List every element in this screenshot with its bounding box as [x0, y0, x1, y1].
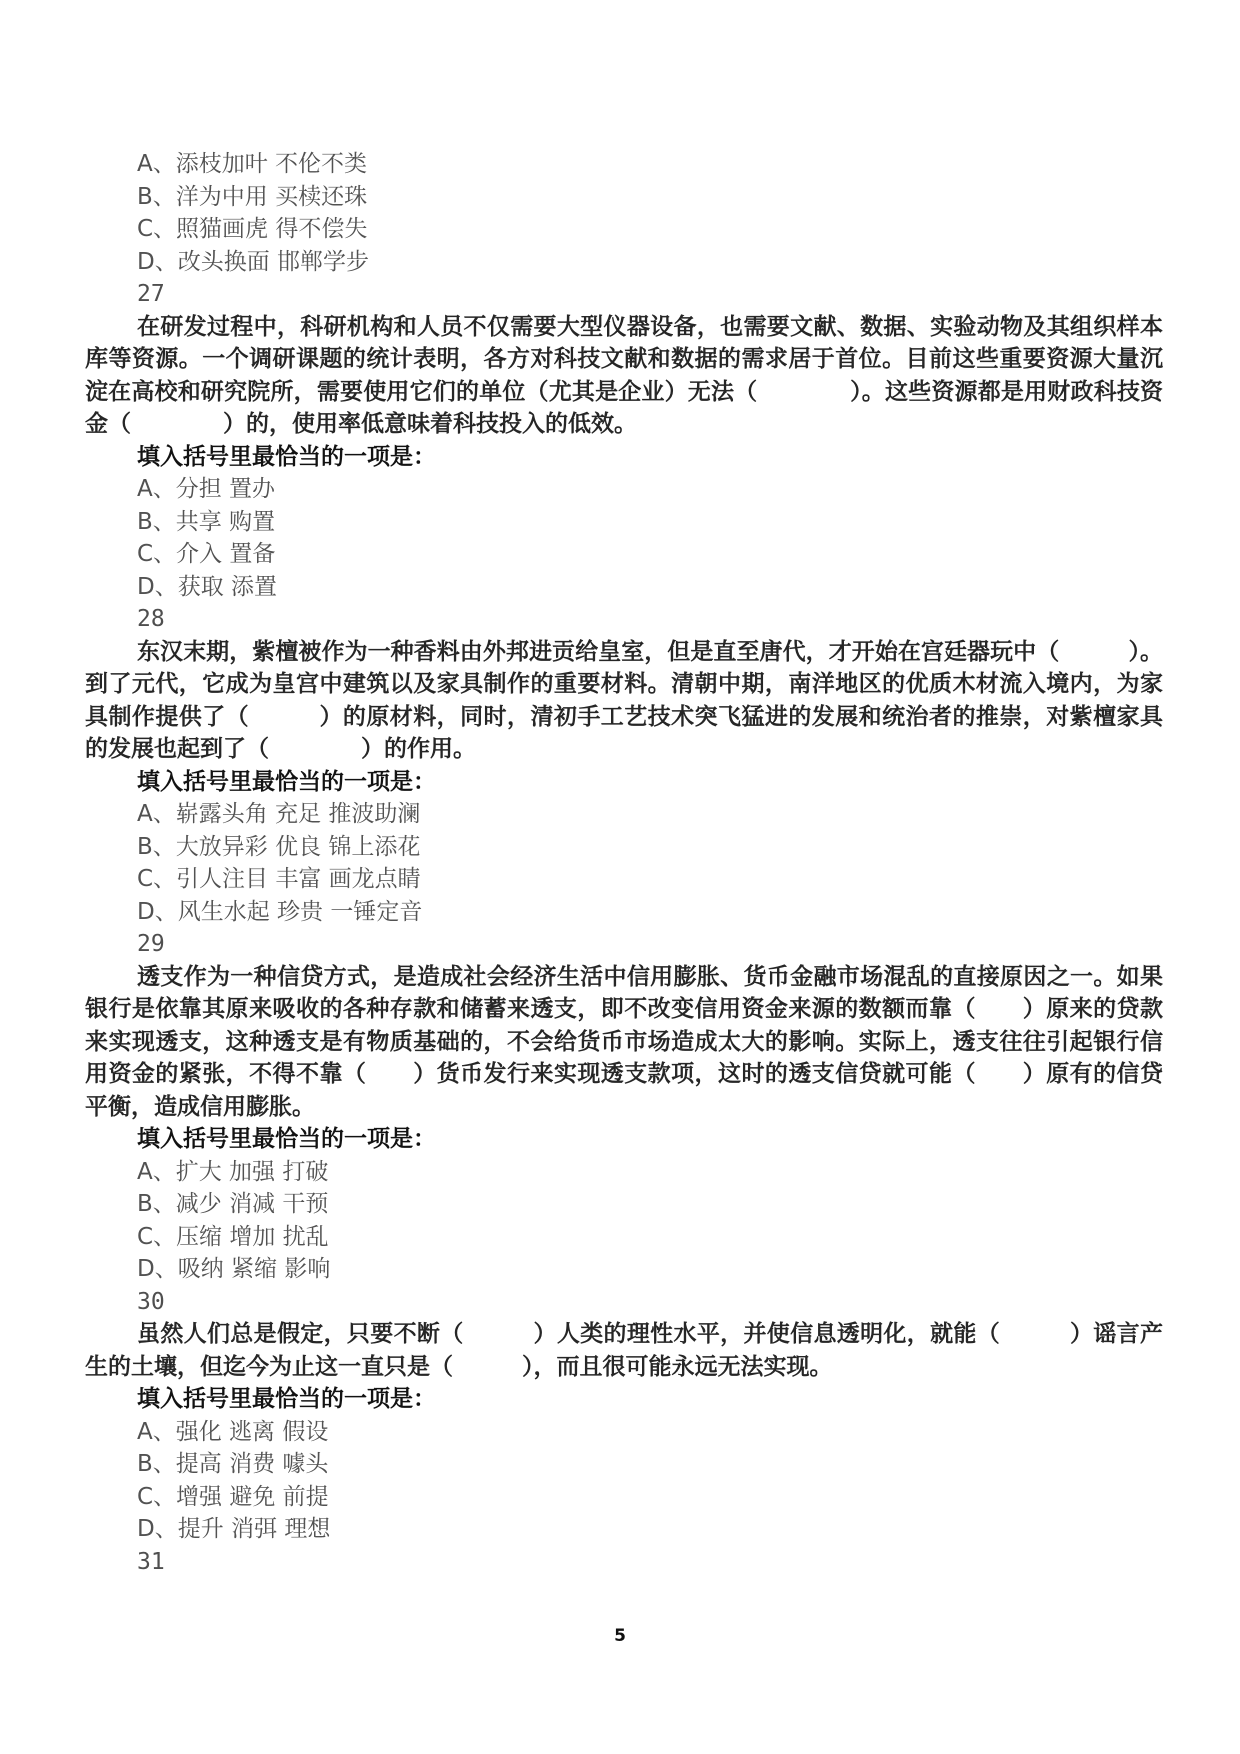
page-number: 5: [614, 1626, 626, 1646]
question-passage: 在研发过程中，科研机构和人员不仅需要大型仪器设备，也需要文献、数据、实验动物及其组织样本库等资源。一个调研课题的统计表明，各方对科技文献和数据的需求居于首位。目前这些重要资源大量沉淀在高校和研究院所，需要使用它们的单位（尤其是企业）无法（ ）。这些资源都是用财政科技资金（ ）的，使用率低意味着科技投入的低效。: [85, 313, 1163, 437]
option-c: C、引人注目 丰富 画龙点睛: [137, 866, 421, 892]
question-number: 29: [137, 931, 165, 957]
question-30: [85, 1286, 1163, 1546]
option-a: A、强化 逃离 假设: [137, 1418, 329, 1445]
question-passage: 虽然人们总是假定，只要不断（ ）人类的理性水平，并使信息透明化，就能（ ）谣言产生的土壤，但迄今为止这一直只是（ ），而且很可能永远无法实现。: [85, 1321, 1163, 1380]
fill-blank-prompt: 填入括号里最恰当的一项是：: [137, 768, 436, 795]
question-31: [85, 1546, 1163, 1579]
question-passage: 东汉末期，紫檀被作为一种香料由外邦进贡给皇室，但是直至唐代，才开始在宫廷器玩中（ ）。到了元代，它成为皇宫中建筑以及家具制作的重要材料。清朝中期，南洋地区的优质木材流入境内，为家具制作提供了（ ）的原材料，同时，清初手工艺技术突飞猛进的发展和统治者的推崇，对紫檀家具的发展也起到了（ ）的作用。: [85, 638, 1163, 762]
option-c: C、压缩 增加 扰乱: [137, 1223, 329, 1250]
fill-blank-prompt: 填入括号里最恰当的一项是：: [137, 443, 436, 470]
option-b: B、提高 消费 噱头: [137, 1451, 329, 1477]
fill-blank-prompt: 填入括号里最恰当的一项是：: [137, 1386, 436, 1412]
exam-content: [85, 148, 1163, 1578]
question-26-options: [85, 148, 1163, 278]
option-d: D、提升 消弭 理想: [137, 1516, 331, 1542]
option-c: C、照猫画虎 得不偿失: [137, 216, 368, 242]
question-number: 27: [137, 281, 165, 307]
question-29: [85, 928, 1163, 1286]
option-d: D、获取 添置: [137, 573, 278, 600]
option-b: B、大放异彩 优良 锦上添花: [137, 833, 421, 860]
option-a: A、崭露头角 充足 推波助澜: [137, 801, 421, 827]
option-d: D、改头换面 邯郸学步: [137, 248, 370, 275]
option-b: B、共享 购置: [137, 508, 276, 535]
question-number: 31: [137, 1548, 165, 1575]
fill-blank-prompt: 填入括号里最恰当的一项是：: [137, 1126, 436, 1152]
question-27: [85, 278, 1163, 603]
option-a: A、添枝加叶 不伦不类: [137, 151, 368, 177]
question-28: [85, 603, 1163, 928]
question-number: 30: [137, 1288, 165, 1315]
option-d: D、风生水起 珍贵 一锤定音: [137, 898, 423, 925]
option-c: C、增强 避免 前提: [137, 1483, 329, 1510]
question-passage: 透支作为一种信贷方式，是造成社会经济生活中信用膨胀、货币金融市场混乱的直接原因之一。如果银行是依靠其原来吸收的各种存款和储蓄来透支，即不改变信用资金来源的数额而靠（ ）原来的贷款来实现透支，这种透支是有物质基础的，不会给货币市场造成太大的影响。实际上，透支往往引起银行信用资金的紧张，不得不靠（ ）货币发行来实现透支款项，这时的透支信贷就可能（ ）原有的信贷平衡，造成信用膨胀。: [85, 963, 1163, 1120]
option-d: D、吸纳 紧缩 影响: [137, 1256, 331, 1282]
option-b: B、减少 消减 干预: [137, 1191, 329, 1217]
option-b: B、洋为中用 买椟还珠: [137, 183, 368, 210]
option-a: A、分担 置办: [137, 476, 276, 502]
question-number: 28: [137, 606, 165, 632]
option-a: A、扩大 加强 打破: [137, 1158, 329, 1185]
option-c: C、介入 置备: [137, 541, 276, 567]
